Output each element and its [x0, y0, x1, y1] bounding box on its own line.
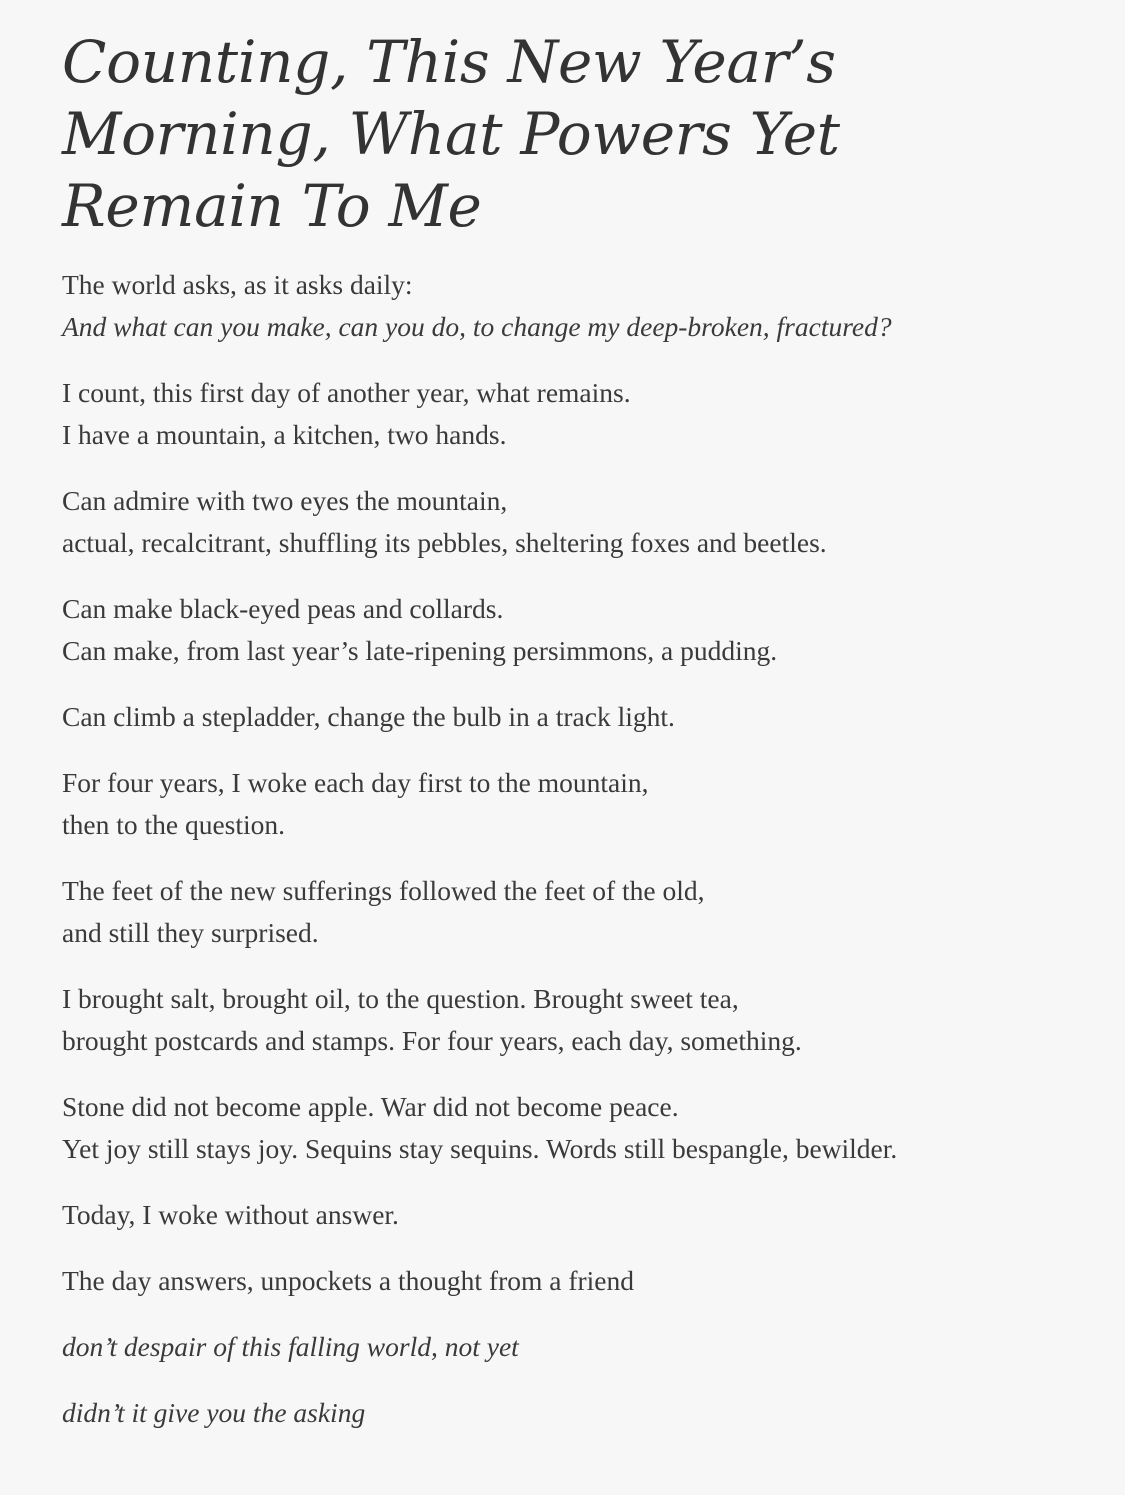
poem-stanza: [62, 870, 1112, 954]
poem-line: Stone did not become apple. War did not become peace.: [62, 1091, 679, 1122]
poem-line: don’t despair of this falling world, not yet: [62, 1331, 519, 1362]
poem-stanza: [62, 264, 1112, 348]
poem-stanza: [62, 978, 1112, 1062]
poem-line: Can make black-eyed peas and collards.: [62, 593, 504, 624]
poem-line: Can admire with two eyes the mountain,: [62, 485, 508, 516]
poem-title-line: Morning, What Powers Yet: [62, 100, 840, 168]
poem-stanza: [62, 1260, 1112, 1302]
poem-line: I brought salt, brought oil, to the question. Brought sweet tea,: [62, 983, 739, 1014]
poem-stanza: [62, 588, 1112, 672]
poem-stanza: [62, 1326, 1112, 1368]
poem-stanza: [62, 762, 1112, 846]
poem-stanza: [62, 480, 1112, 564]
poem-line: Today, I woke without answer.: [62, 1199, 399, 1230]
poem-line: then to the question.: [62, 809, 286, 840]
poem-title-line: Counting, This New Year’s: [62, 28, 836, 96]
poem-line: The day answers, unpockets a thought from a friend: [62, 1265, 634, 1296]
poem-stanza: [62, 696, 1112, 738]
poem-line: actual, recalcitrant, shuffling its pebbles, sheltering foxes and beetles.: [62, 527, 827, 558]
poem-line: The feet of the new sufferings followed the feet of the old,: [62, 875, 705, 906]
poem-line: The world asks, as it asks daily:: [62, 269, 413, 300]
poem-line: Yet joy still stays joy. Sequins stay sequins. Words still bespangle, bewilder.: [62, 1133, 898, 1164]
poem-line: For four years, I woke each day first to the mountain,: [62, 767, 649, 798]
poem-line: didn’t it give you the asking: [62, 1397, 366, 1428]
poem-line: And what can you make, can you do, to change my deep-broken, fractured?: [62, 311, 892, 342]
poem-stanza: [62, 1392, 1112, 1434]
poem-line: brought postcards and stamps. For four years, each day, something.: [62, 1025, 802, 1056]
poem-title: [62, 26, 1112, 242]
poem-title-line: Remain To Me: [62, 172, 482, 240]
poem-page: [62, 26, 1112, 1458]
poem-stanza: [62, 372, 1112, 456]
poem-line: Can make, from last year’s late-ripening persimmons, a pudding.: [62, 635, 778, 666]
poem-line: and still they surprised.: [62, 917, 319, 948]
poem-stanza: [62, 1194, 1112, 1236]
poem-line: Can climb a stepladder, change the bulb in a track light.: [62, 701, 675, 732]
poem-stanza: [62, 1086, 1112, 1170]
poem-line: I count, this first day of another year, what remains.: [62, 377, 631, 408]
poem-line: I have a mountain, a kitchen, two hands.: [62, 419, 507, 450]
poem-body: [62, 264, 1112, 1434]
